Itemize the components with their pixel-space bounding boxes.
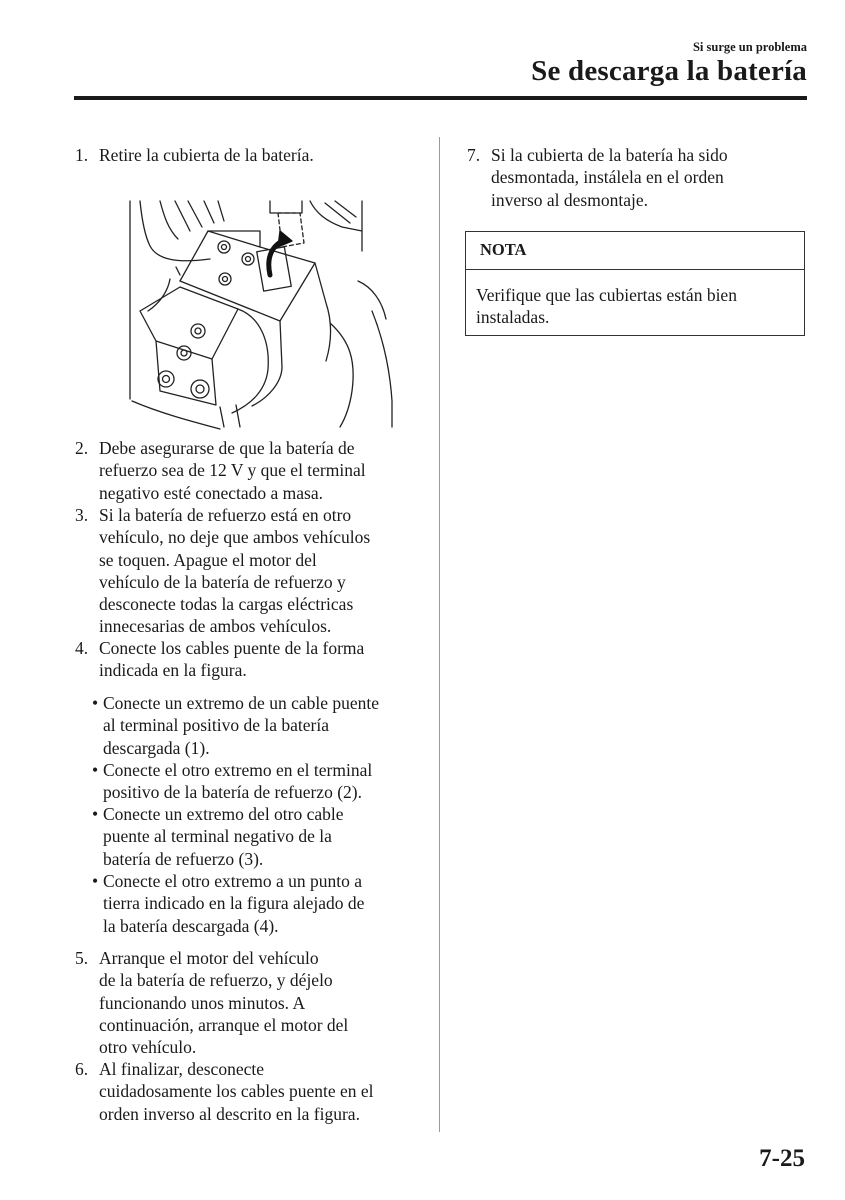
note-heading-bar (466, 232, 804, 270)
step-1 (75, 144, 420, 166)
step-2 (75, 437, 420, 504)
bullet-marker: • (92, 693, 99, 713)
step-text: Al finalizar, desconecte cuidadosamente los cables puente en el orden inverso al descrito en la figura. (99, 1059, 374, 1124)
step-text: Conecte los cables puente de la forma indicada en la figura. (99, 638, 365, 681)
step-number: 5. (75, 948, 89, 968)
step-number: 3. (75, 505, 89, 525)
bullet-text: Conecte el otro extremo a un punto a tierra indicado en la figura alejado de la batería descargada (4). (103, 871, 365, 936)
header-rule (74, 96, 807, 100)
step-number: 1. (75, 145, 89, 165)
step-text: Arranque el motor del vehículo de la batería de refuerzo, y déjelo funcionando unos minutos. A continuación, arranque el motor del otro vehículo. (99, 948, 349, 1058)
bullet-item (92, 803, 422, 870)
step-text: Debe asegurarse de que la batería de refuerzo sea de 12 V y que el terminal negativo esté conectado a masa. (99, 438, 366, 503)
note-heading: NOTA (480, 240, 527, 259)
column-divider (439, 137, 440, 1132)
bullet-item (92, 692, 422, 759)
battery-cover-removal-illustration-icon (120, 191, 420, 431)
step-number: 6. (75, 1059, 89, 1079)
step-number: 2. (75, 438, 89, 458)
step-number: 7. (467, 145, 481, 165)
bullet-item (92, 870, 422, 937)
bullet-text: Conecte un extremo de un cable puente al terminal positivo de la batería descargada (1). (103, 693, 380, 758)
step-6 (75, 1058, 420, 1125)
bullet-text: Conecte un extremo del otro cable puente al terminal negativo de la batería de refuerzo (3). (103, 804, 344, 869)
step-text: Si la batería de refuerzo está en otro vehículo, no deje que ambos vehículos se toquen. Apague el motor del vehículo de la batería de refuerzo y desconecte todas la cargas eléctricas innecesarias de ambos vehículos. (99, 505, 371, 637)
page-title: Se descarga la batería (531, 55, 807, 87)
note-text: Verifique que las cubiertas están bien instaladas. (476, 285, 737, 328)
step-4 (75, 637, 420, 682)
section-label: Si surge un problema (692, 40, 807, 54)
step-5 (75, 947, 420, 1058)
step-3 (75, 504, 420, 638)
battery-cover-figure (120, 191, 420, 431)
step-text: Retire la cubierta de la batería. (99, 145, 314, 165)
bullet-marker: • (92, 760, 99, 780)
bullet-marker: • (92, 871, 99, 891)
bullet-text: Conecte el otro extremo en el terminal positivo de la batería de refuerzo (2). (103, 760, 373, 803)
bullet-marker: • (92, 804, 99, 824)
bullet-item (92, 759, 422, 804)
step-7 (467, 144, 797, 211)
step-text: Si la cubierta de la batería ha sido desmontada, instálela en el orden inverso al desmontaje. (491, 145, 728, 210)
note-box (465, 231, 805, 336)
page-number: 7-25 (759, 1145, 805, 1172)
step-number: 4. (75, 638, 89, 658)
